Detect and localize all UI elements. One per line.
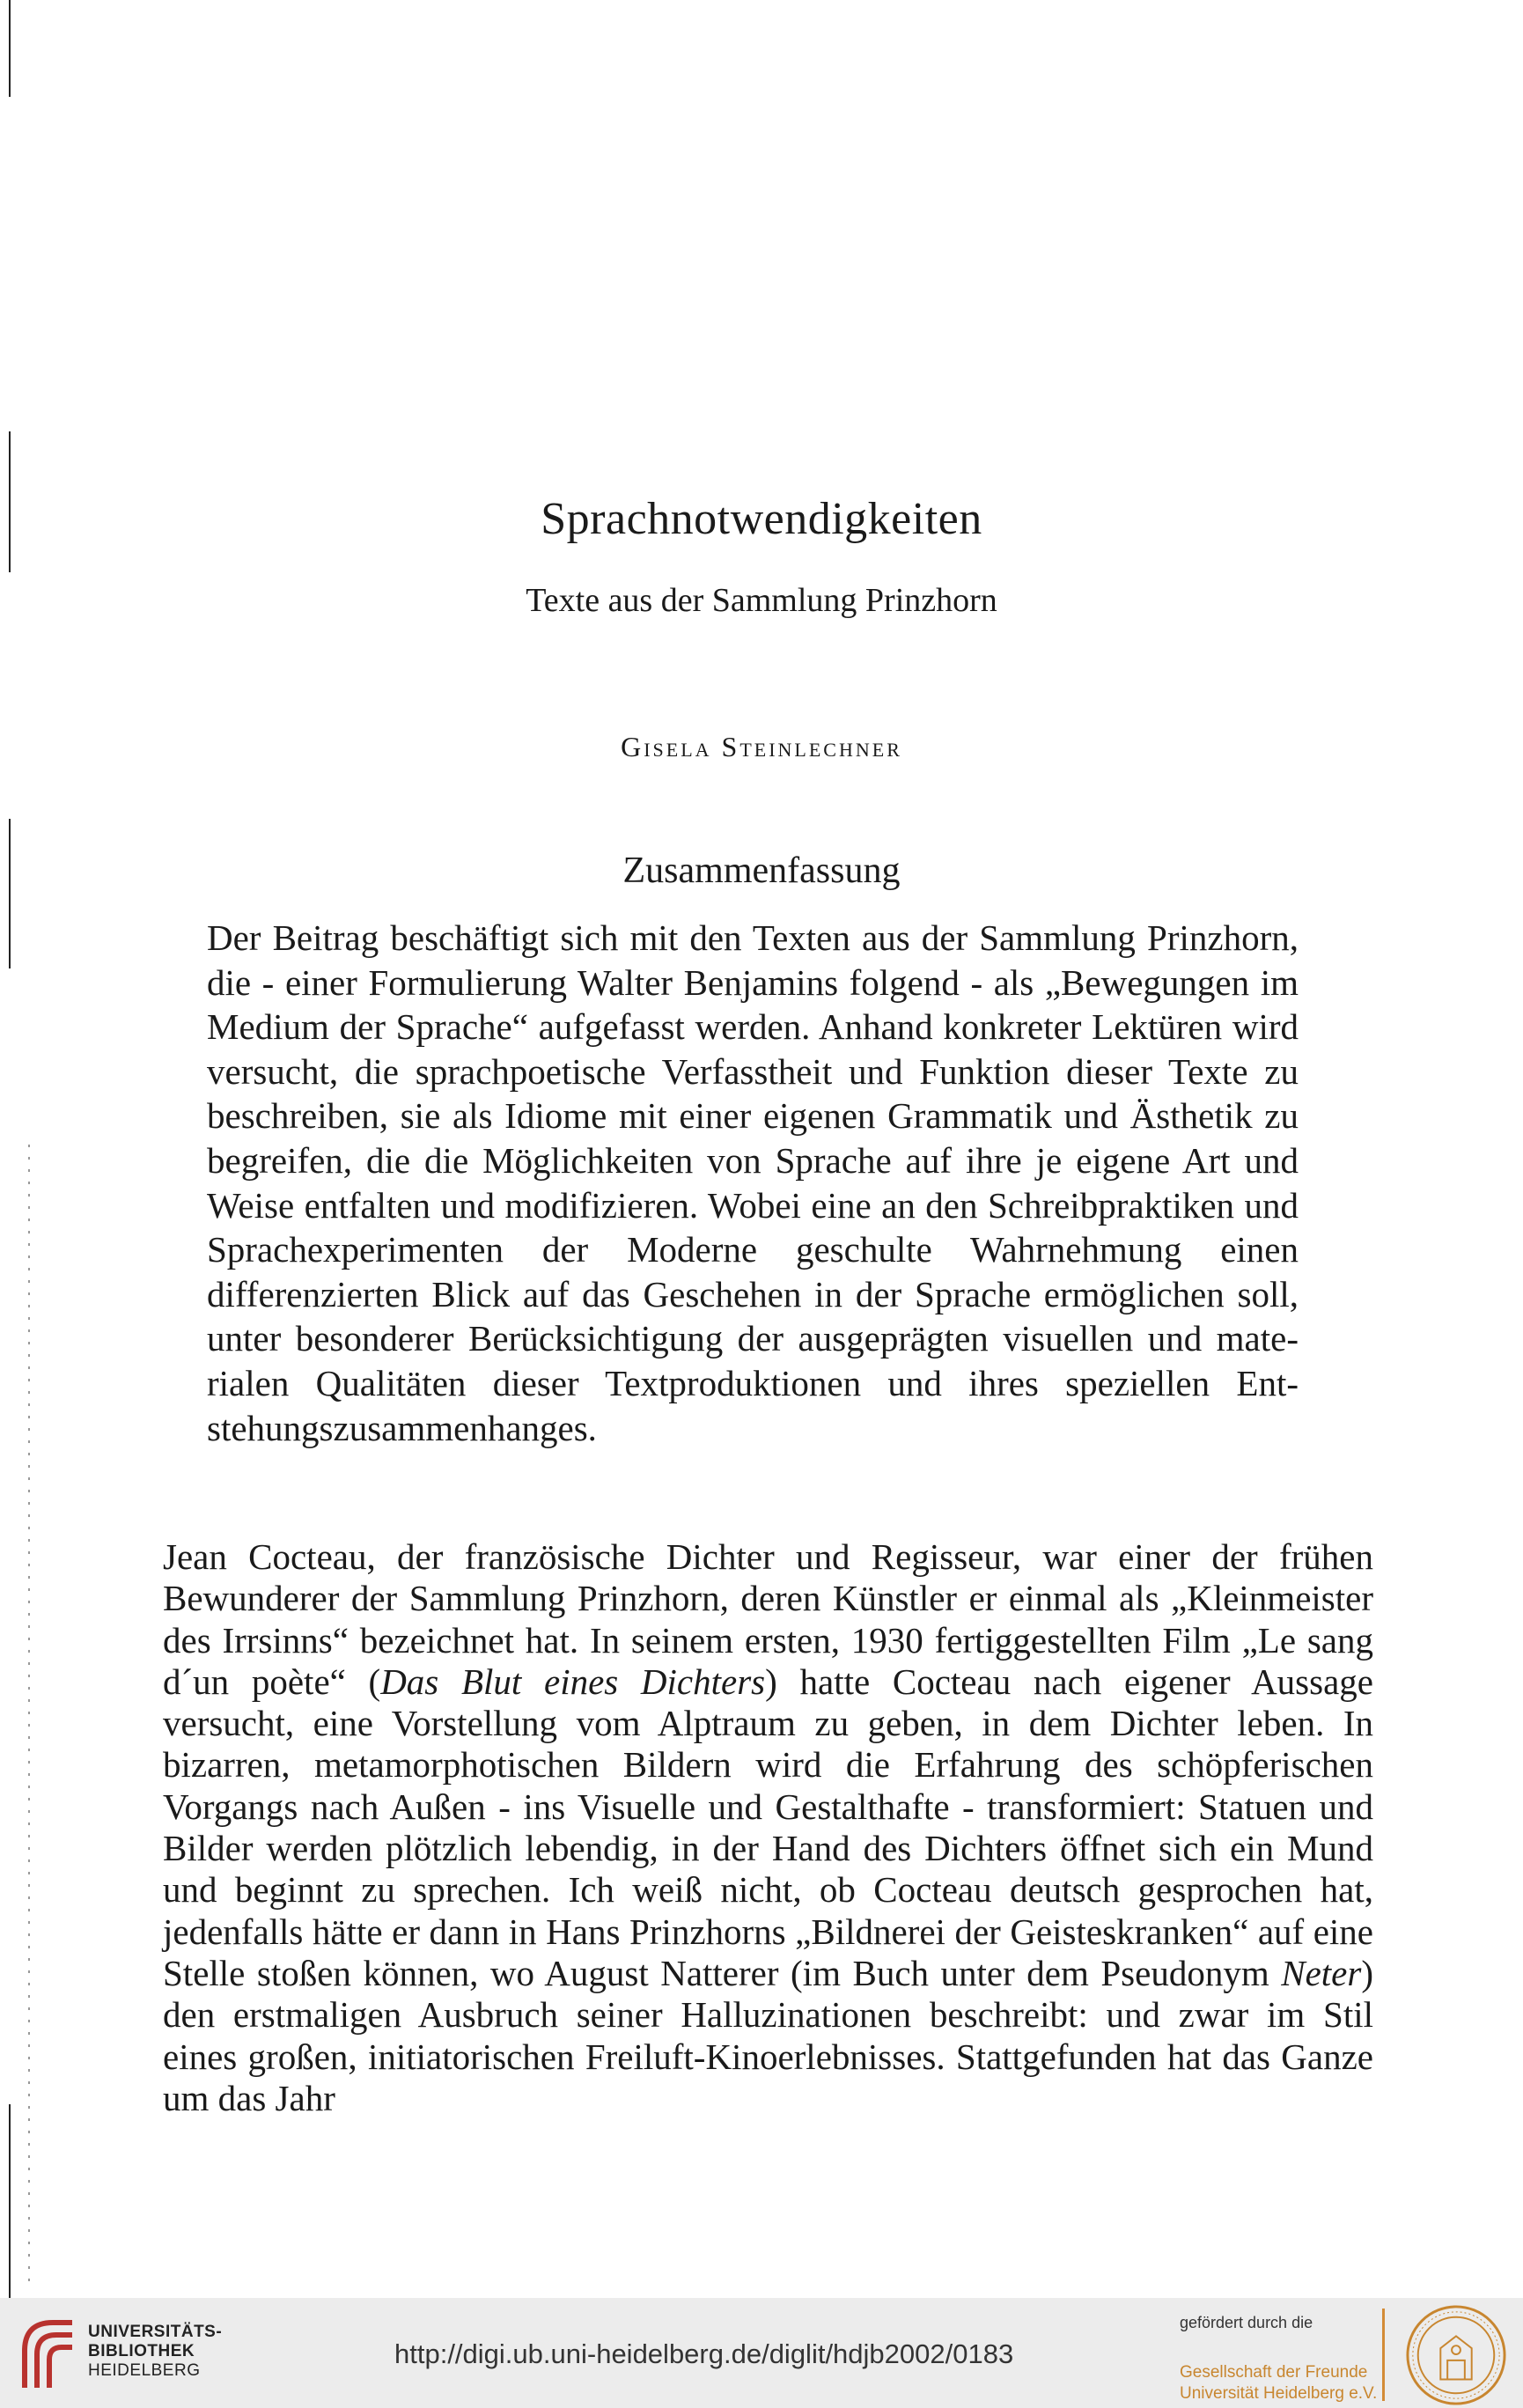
sponsor-divider: [1382, 2309, 1385, 2401]
library-name-line: HEIDELBERG: [88, 2361, 201, 2380]
article-subtitle: Texte aus der Sammlung Prinzhorn: [526, 582, 997, 619]
university-seal-icon: [1404, 2303, 1508, 2407]
library-name-line: UNIVERSITÄTS-: [88, 2323, 223, 2341]
scan-edge-mark: [9, 0, 11, 97]
article-title: Sprachnotwendigkeiten: [541, 494, 982, 544]
sponsor-society: [1180, 2362, 1377, 2404]
sponsor-block: [1180, 2314, 1377, 2404]
film-title-german: Das Blut eines Dichters: [380, 1661, 766, 1702]
library-name: [88, 2323, 222, 2381]
body-text: ) den erstmaligen Ausbruch seiner Halluzinationen beschreibt: und zwar im Stil eines großen, initiatorischen Freiluft-Kinoerlebnisses. Stattgefunden hat das Ganze um das Jahr: [163, 1952, 1373, 2118]
abstract-heading: Zusammenfassung: [622, 851, 901, 891]
body-paragraph: [163, 1536, 1373, 2119]
body-text: ) hatte Cocteau nach eigener Aussage versucht, eine Vorstellung vom Alptraum zu geben, in dem Dichter leben. In bizarren, metamorphotischen Bildern wird die Erfahrung des schöpferischen Vorgangs nach Außen - ins Visuelle und Gestalthafte - transformiert: Statuen und Bilder werden plötzlich lebendig, in der Hand des Dichters öffnet sich ein Mund und beginnt zu sprechen. Ich weiß nicht, ob Cocteau deutsch gesprochen hat, jedenfalls hätte er dann in Hans Prinzhorns „Bildnerei der Geisteskranken“ auf eine Stelle stoßen können, wo August Natterer (im Buch unter dem Pseudonym: [163, 1661, 1373, 1993]
sponsor-society-line: Universität Heidelberg e.V.: [1180, 2384, 1378, 2403]
pseudonym: Neter: [1281, 1952, 1362, 1993]
scan-edge-mark: [9, 819, 11, 968]
scan-dots: [28, 1145, 30, 2289]
sponsor-society-line: Gesellschaft der Freunde: [1180, 2363, 1368, 2382]
university-library-logo-icon: [18, 2316, 79, 2395]
permalink-url[interactable]: http://digi.ub.uni-heidelberg.de/diglit/hdjb2002/0183: [394, 2338, 1014, 2369]
body-text: Jean Cocteau, der französische Dichter und Regisseur, war einer der frühen Bewunderer der Sammlung Prinzhorn, deren Künstler er einmal als „Kleinmeister des Irrsinns“ bezeichnet hat. In seinem ersten, 1930 fertiggestellten Film „Le sang d´un poète“ (: [163, 1536, 1373, 1702]
digitization-footer: [0, 2298, 1523, 2408]
library-name-line: BIBLIOTHEK: [88, 2342, 195, 2360]
sponsor-by-text: gefördert durch die: [1180, 2314, 1313, 2331]
abstract-text: Der Beitrag beschäftigt sich mit den Texten aus der Sammlung Prinzhorn, die - einer Formulierung Walter Benjamins folgend - als „Bewegungen im Medium der Sprache“ aufgefasst werden. Anhand konkreter Lektüren wird versucht, die sprachpoetische Verfasstheit und Funktion dieser Texte zu beschreiben, sie als Idiome mit einer eigenen Grammatik und Ästhetik zu begreifen, die die Möglichkeiten von Sprache auf ihre je eigene Art und Weise entfalten und modifizieren. Wobei eine an den Schreibpraktiken und Sprachexperimenten der Moderne geschulte Wahrnehmung einen differenzierten Blick auf das Geschehen in der Sprache ermöglichen soll, unter besonderer Berücksichtigung der ausgeprägten visuellen und materialen Qualitäten dieser Textproduktionen und ihres speziellen Entstehungszusammenhanges.: [207, 917, 1299, 1448]
scan-edge-mark: [9, 2104, 11, 2298]
article-author: Gisela Steinlechner: [621, 731, 902, 762]
